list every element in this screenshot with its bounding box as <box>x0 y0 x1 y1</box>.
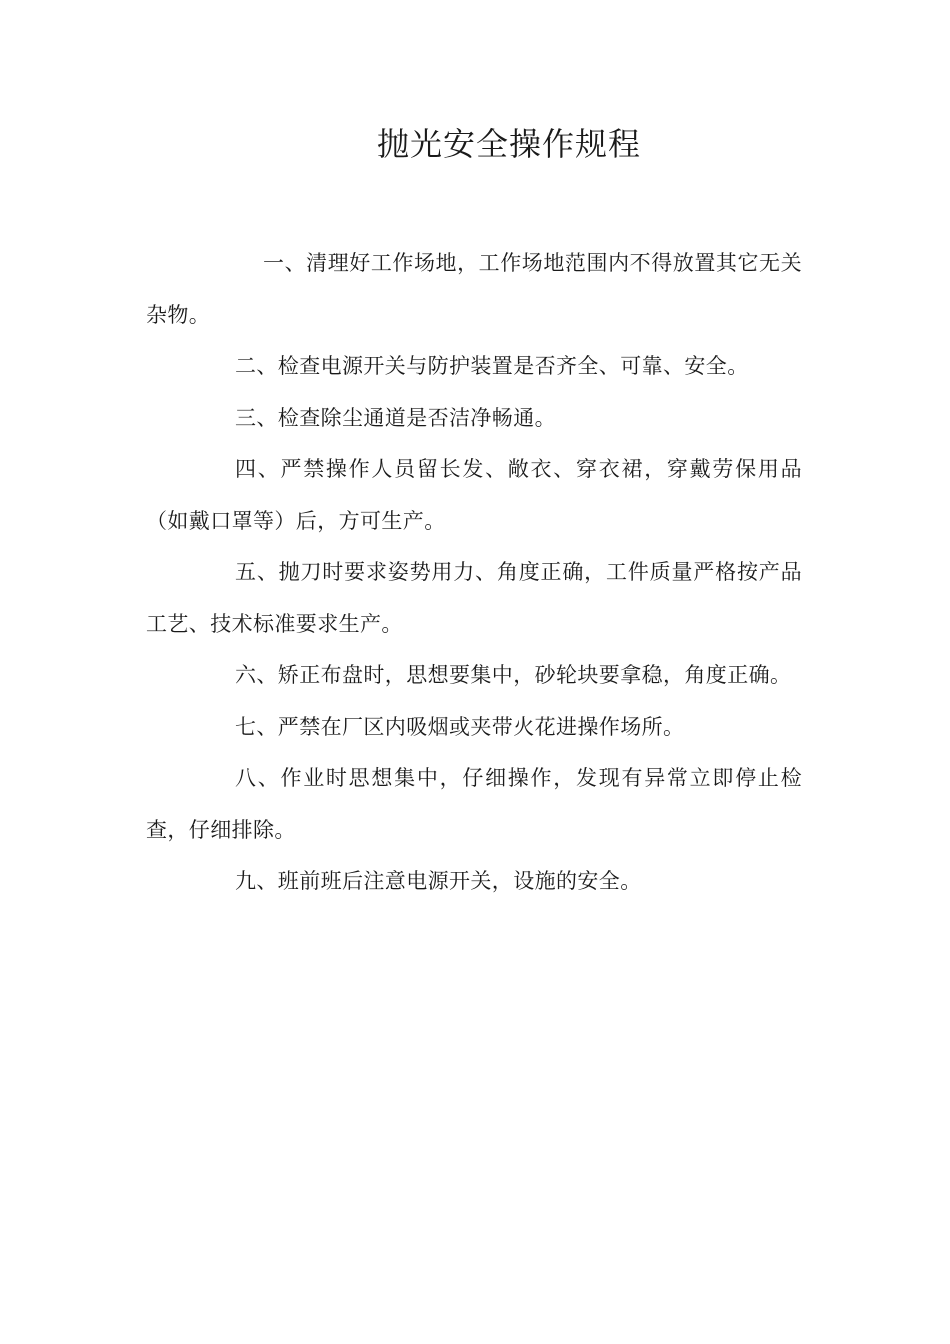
rule-paragraph-8: 八、作业时思想集中，仔细操作，发现有异常立即停止检查，仔细排除。 <box>146 766 802 842</box>
rule-paragraph-2: 二、检查电源开关与防护装置是否齐全、可靠、安全。 <box>235 354 749 378</box>
rule-paragraph-9: 九、班前班后注意电源开关，设施的安全。 <box>235 869 642 893</box>
page-title: 抛光安全操作规程 <box>376 125 641 163</box>
rule-paragraph-3: 三、检查除尘通道是否洁净畅通。 <box>235 405 556 430</box>
rule-paragraph-1: 一、清理好工作场地，工作场地范围内不得放置其它无关杂物。 <box>146 251 802 327</box>
rule-paragraph-7: 七、严禁在厂区内吸烟或夹带火花进操作场所。 <box>235 714 685 739</box>
rule-paragraph-4: 四、严禁操作人员留长发、敞衣、穿衣裙，穿戴劳保用品（如戴口罩等）后，方可生产。 <box>146 457 802 533</box>
rule-paragraph-5: 五、抛刀时要求姿势用力、角度正确，工件质量严格按产品工艺、技术标准要求生产。 <box>146 560 802 636</box>
rule-paragraph-6: 六、矫正布盘时，思想要集中，砂轮块要拿稳，角度正确。 <box>235 663 792 687</box>
document-body <box>146 238 802 908</box>
